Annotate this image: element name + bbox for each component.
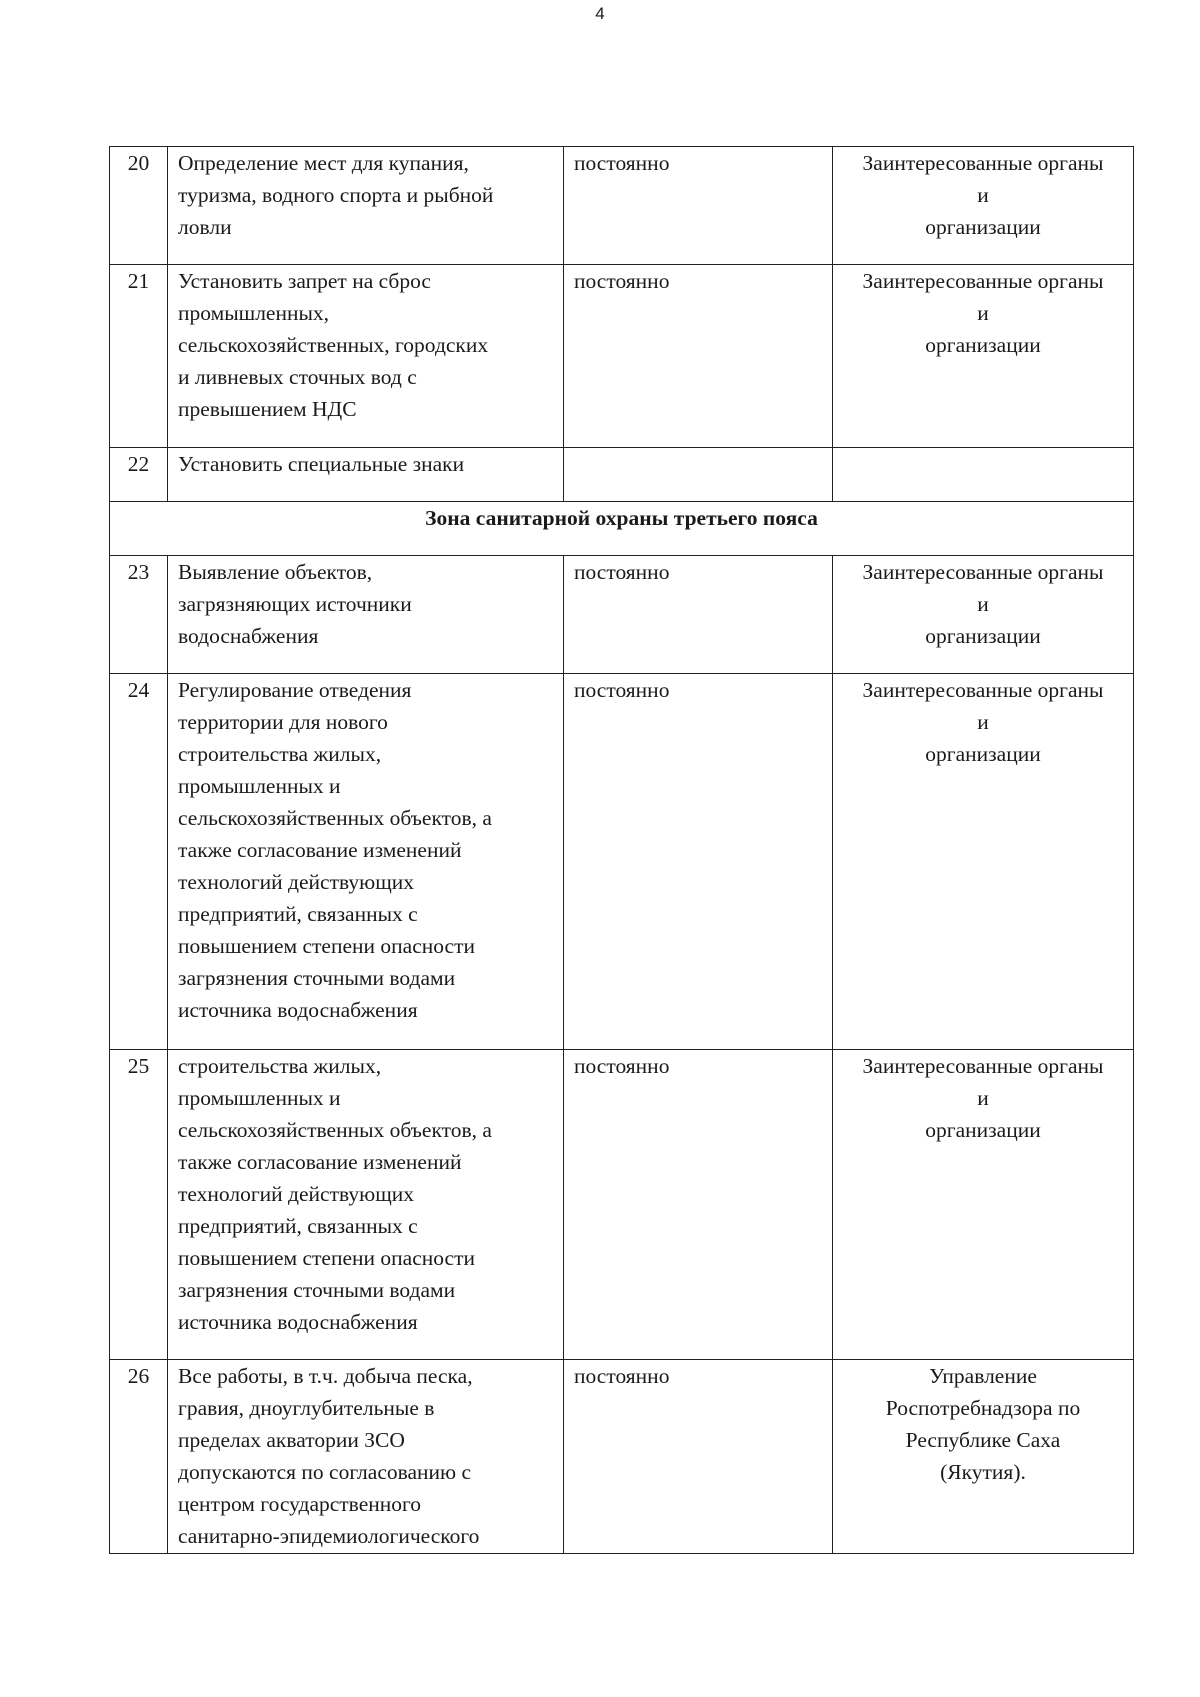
responsible-text: Заинтересованные органы и организации [833,556,1134,674]
measure-text: Выявление объектов, загрязняющих источники водоснабжения [168,556,564,674]
measure-text: Установить специальные знаки [168,448,564,502]
measure-text: Установить запрет на сброс промышленных, сельскохозяйственных, городских и ливневых сточных вод с превышением НДС [168,265,564,448]
period-text: постоянно [564,1050,833,1360]
row-number: 25 [110,1050,168,1360]
row-number: 24 [110,674,168,1050]
row-number: 23 [110,556,168,674]
table-row [110,1360,1134,1554]
period-text: постоянно [564,556,833,674]
row-number: 20 [110,147,168,265]
responsible-text: Управление Роспотребнадзора по Республике Саха (Якутия). [833,1360,1134,1554]
table-row [110,674,1134,1050]
row-number: 26 [110,1360,168,1554]
responsible-text: Заинтересованные органы и организации [833,265,1134,448]
table-row [110,448,1134,502]
period-text: постоянно [564,674,833,1050]
responsible-text [833,448,1134,502]
table-row [110,556,1134,674]
period-text [564,448,833,502]
section-header-row [110,502,1134,556]
row-number: 21 [110,265,168,448]
measures-table [109,146,1134,1554]
row-number: 22 [110,448,168,502]
measure-text: Определение мест для купания, туризма, водного спорта и рыбной ловли [168,147,564,265]
responsible-text: Заинтересованные органы и организации [833,674,1134,1050]
responsible-text: Заинтересованные органы и организации [833,1050,1134,1360]
table-row [110,147,1134,265]
measure-text: Регулирование отведения территории для нового строительства жилых, промышленных и сельскохозяйственных объектов, а также согласование изменений технологий действующих предприятий, связанных с повышением степени опасности загрязнения сточными водами источника водоснабжения [168,674,564,1050]
page-number: 4 [595,4,605,23]
table-row [110,1050,1134,1360]
responsible-text: Заинтересованные органы и организации [833,147,1134,265]
table-row [110,265,1134,448]
period-text: постоянно [564,1360,833,1554]
section-title: Зона санитарной охраны третьего пояса [110,502,1134,556]
measure-text: Все работы, в т.ч. добыча песка, гравия, дноуглубительные в пределах акватории ЗСО допускаются по согласованию с центром государственного санитарно-эпидемиологического [168,1360,564,1554]
period-text: постоянно [564,147,833,265]
measure-text: строительства жилых, промышленных и сельскохозяйственных объектов, а также согласование изменений технологий действующих предприятий, связанных с повышением степени опасности загрязнения сточными водами источника водоснабжения [168,1050,564,1360]
period-text: постоянно [564,265,833,448]
